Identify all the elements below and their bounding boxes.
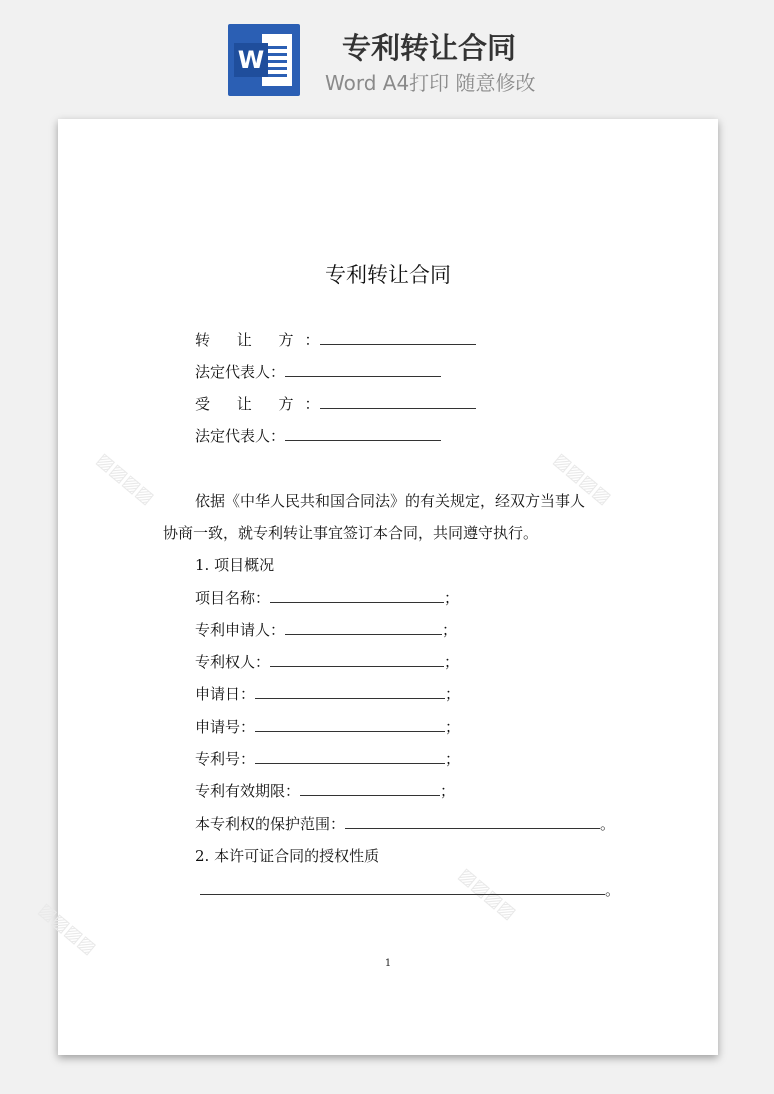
party-row: 转 让 方： [195, 329, 476, 351]
word-logo-letter: W [234, 43, 268, 77]
intro-paragraph-line1: 依据《中华人民共和国合同法》的有关规定，经双方当事人 [195, 492, 586, 510]
party-label: 受 让 方 [195, 395, 305, 413]
scope-row: 本专利权的保护范围： 。 [195, 815, 616, 833]
party-blank[interactable] [320, 329, 476, 345]
field-label: 专利权人： [195, 653, 271, 671]
field-blank[interactable] [255, 716, 445, 732]
watermark: ▨▨▨▨ [34, 899, 101, 959]
party-label: 法定代表人 [195, 363, 271, 381]
field-row: 专利权人： ； [195, 653, 460, 671]
field-label: 项目名称： [195, 589, 271, 607]
watermark: ▨▨▨▨ [92, 449, 159, 509]
banner-subtitle: Word A4打印 随意修改 [325, 71, 536, 95]
scope-blank[interactable] [345, 813, 600, 829]
field-row: 申请日： ； [195, 685, 461, 703]
field-row: 专利有效期限： ； [195, 782, 456, 800]
intro-paragraph-line2: 协商一致，就专利转让事宜签订本合同，共同遵守执行。 [163, 524, 539, 542]
party-row: 法定代表人： [195, 361, 441, 383]
field-blank[interactable] [300, 780, 440, 796]
banner-title: 专利转让合同 [342, 31, 517, 65]
document-title: 专利转让合同 [325, 263, 451, 287]
party-row: 法定代表人： [195, 425, 441, 447]
field-blank[interactable] [270, 587, 444, 603]
party-blank[interactable] [285, 361, 441, 377]
field-label: 专利申请人： [195, 621, 286, 639]
party-label: 法定代表人 [195, 427, 271, 445]
field-row: 项目名称： ； [195, 589, 460, 607]
authorization-blank[interactable] [200, 879, 605, 895]
field-blank[interactable] [255, 748, 445, 764]
field-label: 专利号： [195, 750, 256, 768]
party-blank[interactable] [285, 425, 441, 441]
field-blank[interactable] [255, 683, 445, 699]
field-row: 专利申请人： ； [195, 621, 458, 639]
party-blank[interactable] [320, 393, 476, 409]
field-label: 专利有效期限： [195, 782, 301, 800]
word-logo-icon [228, 24, 300, 96]
document-page [34, 119, 718, 1055]
authorization-row: 。 [200, 879, 620, 901]
party-row: 受 让 方： [195, 393, 476, 415]
scope-label: 本专利权的保护范围： [195, 815, 346, 833]
page-number: 1 [384, 958, 392, 969]
watermark: ▨▨▨▨ [549, 449, 616, 509]
section-heading: 2. 本许可证合同的授权性质 [195, 847, 380, 865]
field-blank[interactable] [285, 619, 442, 635]
section-heading: 1. 项目概况 [195, 556, 275, 574]
party-label: 转 让 方 [195, 331, 305, 349]
header-banner [0, 0, 774, 110]
field-blank[interactable] [270, 651, 444, 667]
field-label: 申请号： [195, 718, 256, 736]
field-label: 申请日： [195, 685, 256, 703]
field-row: 申请号： ； [195, 718, 461, 736]
field-row: 专利号： ； [195, 750, 461, 768]
watermark: ▨▨▨▨ [454, 864, 521, 924]
